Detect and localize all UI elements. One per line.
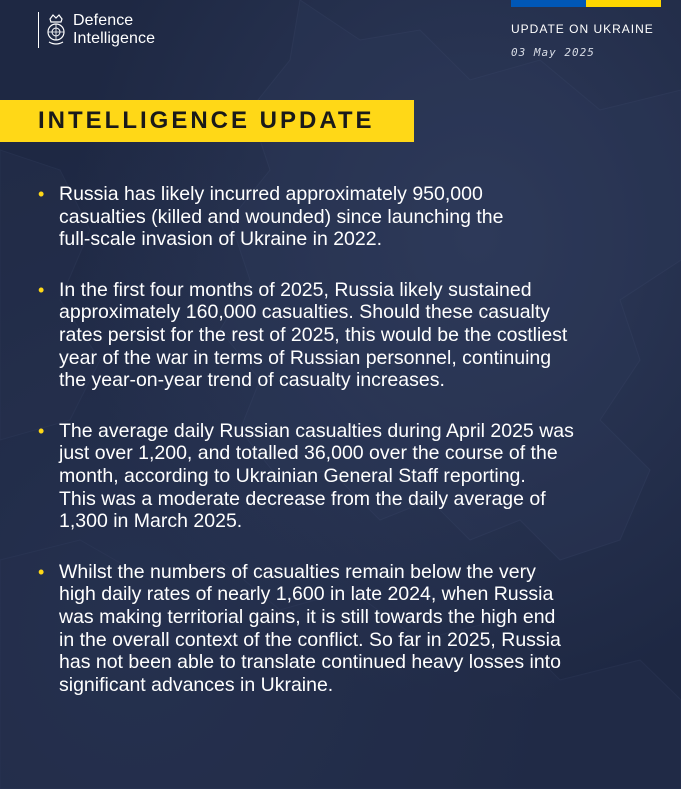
bullet-line: rates persist for the rest of 2025, this would be the costliest <box>59 323 568 346</box>
bullet-line: was making territorial gains, it is still towards the high end <box>59 605 556 628</box>
bullet-dot-icon: • <box>38 420 45 441</box>
bullet-line: significant advances in Ukraine. <box>59 673 334 696</box>
defence-intelligence-logo <box>38 12 155 48</box>
bullet-line: Russia has likely incurred approximately 950,000 <box>59 183 483 205</box>
logo-text <box>73 12 155 48</box>
banner-title: INTELLIGENCE UPDATE <box>38 107 375 134</box>
update-title: UPDATE ON UKRAINE <box>511 22 654 36</box>
update-date: 03 May 2025 <box>511 46 595 59</box>
bullet-line: has not been able to translate continued heavy losses into <box>59 651 561 674</box>
bullet-text <box>59 420 638 533</box>
update-block <box>511 0 661 59</box>
bullet-line: 1,300 in March 2025. <box>59 510 243 533</box>
bullet-line: in the overall context of the conflict. So far in 2025, Russia <box>59 628 561 651</box>
ukraine-flag-icon <box>511 0 661 7</box>
logo-line1: Defence <box>73 12 134 29</box>
bullet-item-4 <box>38 561 638 697</box>
bullet-line: year of the war in terms of Russian personnel, continuing <box>59 346 552 369</box>
bullet-line: casualties (killed and wounded) since launching the <box>59 205 504 228</box>
bullet-item-3 <box>38 420 638 533</box>
bullet-text <box>59 279 638 392</box>
bullet-item-2 <box>38 279 638 392</box>
logo-divider <box>38 12 39 48</box>
bullet-line: just over 1,200, and totalled 36,000 over the course of the <box>59 442 558 465</box>
bullet-line: high daily rates of nearly 1,600 in late 2024, when Russia <box>59 583 554 606</box>
bullet-line: full-scale invasion of Ukraine in 2022. <box>59 228 383 251</box>
bullet-line: In the first four months of 2025, Russia likely sustained <box>59 278 532 301</box>
flag-blue-stripe <box>511 0 586 7</box>
bullet-text <box>59 561 638 697</box>
bullet-dot-icon: • <box>38 561 45 582</box>
flag-yellow-stripe <box>586 0 661 7</box>
bullet-list <box>38 183 638 724</box>
bullet-line: month, according to Ukrainian General Staff reporting. <box>59 464 526 487</box>
intelligence-update-banner <box>0 100 414 142</box>
bullet-line: the year-on-year trend of casualty increases. <box>59 369 445 392</box>
bullet-line: approximately 160,000 casualties. Should these casualty <box>59 301 551 324</box>
bullet-item-1 <box>38 183 638 251</box>
bullet-line: Whilst the numbers of casualties remain below the very <box>59 560 536 583</box>
royal-crest-icon <box>45 13 67 47</box>
bullet-line: This was a moderate decrease from the daily average of <box>59 487 546 510</box>
bullet-dot-icon: • <box>38 279 45 300</box>
logo-line2: Intelligence <box>73 30 156 47</box>
bullet-line: The average daily Russian casualties during April 2025 was <box>59 419 574 442</box>
bullet-dot-icon: • <box>38 184 45 204</box>
bullet-text <box>59 183 638 251</box>
